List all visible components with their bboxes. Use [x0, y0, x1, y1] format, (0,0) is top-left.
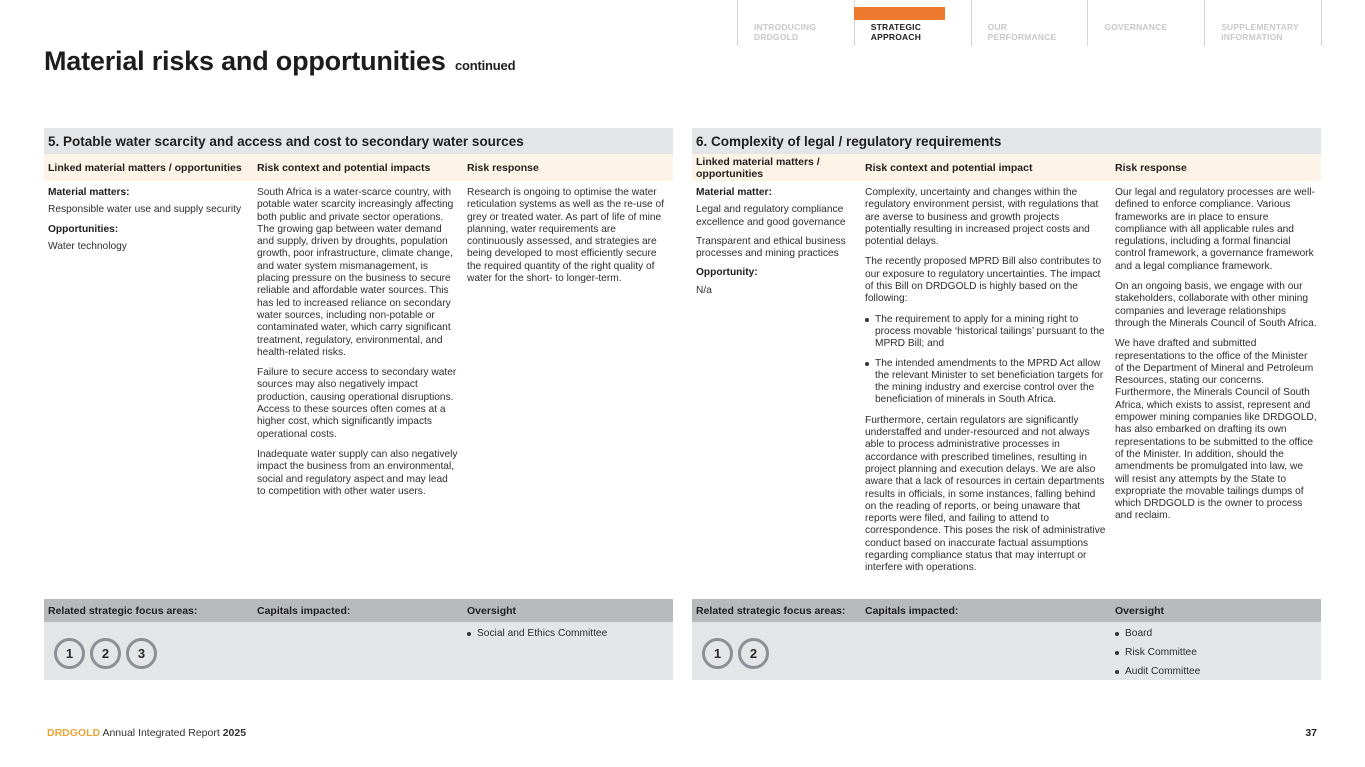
nav-tab-strategic-approach[interactable]	[854, 0, 971, 46]
risk-response-cell	[463, 187, 673, 599]
risk-panel-5	[44, 128, 673, 681]
risk-context-cell	[861, 187, 1111, 599]
nav-tab-governance[interactable]	[1087, 0, 1204, 46]
col-header-linked-matters: Linked material matters / opportunities	[48, 161, 242, 174]
page-title-suffix: continued	[455, 58, 516, 73]
risk-5-footer-headers	[44, 599, 673, 622]
nav-tab-label: OUR PERFORMANCE	[987, 22, 1057, 42]
material-matters-label: Material matters:	[48, 187, 130, 198]
context-paragraph: Failure to secure access to secondary water sources may also negatively impact production, causing operational disruptions. Access to these sources often comes at a higher cost, which significantly impacts operational costs.	[257, 367, 457, 440]
focus-areas-header: Related strategic focus areas:	[696, 604, 846, 617]
col-header-linked-matters: Linked material matters / opportunities	[696, 155, 820, 180]
focus-area-badge: 2	[90, 638, 121, 669]
risk-6-column-headers	[692, 154, 1321, 181]
context-bullet-list	[865, 314, 1107, 407]
nav-tab-label: STRATEGIC APPROACH	[870, 22, 922, 42]
nav-tab-label: GOVERNANCE	[1104, 22, 1168, 32]
capitals-cell	[861, 622, 1111, 680]
context-paragraph: Inadequate water supply can also negatively impact the business from an environmental, social and regulatory aspect and may lead to competition with other water users.	[257, 448, 458, 497]
material-matter-label: Material matter:	[696, 187, 772, 198]
risk-response-cell	[1111, 187, 1321, 599]
report-footer	[47, 727, 246, 739]
response-paragraph: Research is ongoing to optimise the water reticulation systems as well as the re-use of grey or treated water. As part of life of mine planning, water requirements are continuously assessed, and strategies are being developed to most efficiently secure the required quantity of the right quality of water for the short- to longer-term.	[467, 187, 665, 285]
page-title	[44, 46, 515, 77]
opportunities-label: Opportunities:	[48, 223, 119, 235]
page-title-text: Material risks and opportunities	[44, 46, 446, 76]
opportunity-item: Water technology	[48, 240, 127, 252]
response-paragraph: On an ongoing basis, we engage with our stakeholders, collaborate with other mining companies and leverage relationships through the Minerals Council of South Africa.	[1115, 281, 1317, 329]
context-paragraph: Complexity, uncertainty and changes within the regulatory environment persist, with regulations that are averse to business and growth projects potentially resulting in increased project costs and potential delays.	[865, 187, 1099, 248]
nav-tab-our-performance[interactable]	[971, 0, 1088, 46]
focus-area-badge: 1	[702, 638, 733, 669]
oversight-header: Oversight	[467, 604, 517, 617]
focus-area-badge: 3	[126, 638, 157, 669]
capitals-header: Capitals impacted:	[865, 604, 959, 617]
report-name: Annual Integrated Report	[102, 727, 220, 739]
nav-tab-label: SUPPLEMENTARY INFORMATION	[1221, 22, 1299, 42]
context-bullet: The intended amendments to the MPRD Act allow the relevant Minister to set beneficiation targets for the mining industry and exercise control over the beneficiation of minerals in South Africa.	[865, 358, 1107, 407]
context-bullet: The requirement to apply for a mining right to process movable ‘historical tailings’ pursuant to the MPRD Bill; and	[865, 314, 1107, 351]
risk-6-footer-headers	[692, 599, 1321, 622]
risk-5-footer-values	[44, 622, 673, 680]
opportunity-item: N/a	[696, 284, 712, 296]
oversight-cell	[1111, 622, 1321, 680]
focus-area-badge: 1	[54, 638, 85, 669]
focus-areas-header: Related strategic focus areas:	[48, 604, 198, 617]
risk-5-body	[44, 181, 673, 599]
focus-areas-cell	[44, 622, 253, 680]
nav-tab-label: INTRODUCING DRDGOLD	[754, 22, 817, 42]
report-year: 2025	[222, 727, 247, 739]
linked-matters-cell	[44, 187, 253, 599]
col-header-risk-response: Risk response	[1115, 161, 1187, 174]
col-header-risk-context: Risk context and potential impacts	[257, 161, 431, 174]
material-matter-item: Responsible water use and supply security	[48, 204, 242, 216]
risk-context-cell	[253, 187, 463, 599]
material-matter-item: Transparent and ethical business processes and mining practices	[696, 235, 846, 260]
nav-tab-supplementary[interactable]	[1204, 0, 1322, 46]
context-paragraph: South Africa is a water-scarce country, with potable water scarcity increasingly affecting both public and private sector operations. The growing gap between water demand and supply, driven by droughts, population growth, poor infrastructure, climate change, and water system mismanagement, is placing pressure on the business to secure reliable and affordable water sources. This has led to increased reliance on secondary water sources, including non-potable or contaminated water, which carry significant treatment, regulatory, environmental, and health-related risks.	[257, 187, 454, 358]
material-matter-item: Legal and regulatory compliance excellence and good governance	[696, 204, 846, 228]
opportunity-label: Opportunity:	[696, 267, 758, 279]
capitals-header: Capitals impacted:	[257, 604, 351, 617]
capitals-cell	[253, 622, 463, 680]
response-paragraph: We have drafted and submitted representations to the office of the Minister of the Department of Mineral and Petroleum Resources, stating our concerns. Furthermore, the Minerals Council of South Africa, which exists to assist, represent and empower mining companies like DRDGOLD, has also embarked on drafting its own representations to be submitted to the office of the Minister. In addition, should the amendments be promulgated into law, we will resist any attempts by the State to expropriate the movable tailings dumps of which DRDGOLD is the owner to process and reclaim.	[1115, 338, 1317, 522]
oversight-item: Audit Committee	[1115, 666, 1321, 677]
col-header-risk-context: Risk context and potential impact	[865, 161, 1033, 174]
risk-5-title: 5. Potable water scarcity and access and cost to secondary water sources	[44, 128, 673, 154]
section-nav	[737, 0, 1322, 46]
risk-6-body	[692, 181, 1321, 599]
oversight-item: Board	[1115, 628, 1321, 639]
brand-name: DRDGOLD	[47, 727, 101, 739]
focus-area-badge: 2	[738, 638, 769, 669]
oversight-cell	[463, 622, 673, 680]
risk-5-column-headers	[44, 154, 673, 181]
context-paragraph: Furthermore, certain regulators are significantly understaffed and under-resourced and not always able to process administrative processes in accordance with prescribed timelines, resulting in project planning and execution delays. We are also aware that a lack of resources in certain departments results in officials, in some instances, falling behind on the reading of reports, or being unaware that reports were filed, and failing to attend to correspondence. This poses the risk of administrative conduct based on inaccurate factual assumptions regarding compliance status that may interrupt or interfere with operations.	[865, 414, 1106, 574]
nav-tab-introducing[interactable]	[737, 0, 854, 46]
risk-panel-6	[692, 128, 1321, 681]
page-number: 37	[1305, 727, 1317, 739]
oversight-item: Social and Ethics Committee	[467, 628, 673, 639]
oversight-item: Risk Committee	[1115, 647, 1321, 658]
response-paragraph: Our legal and regulatory processes are well-defined to enforce compliance. Various frameworks are in place to ensure compliance with all applicable rules and regulations, including a formal financial control framework, a governance framework and a legal compliance framework.	[1115, 187, 1315, 272]
oversight-header: Oversight	[1115, 604, 1165, 617]
risk-6-footer-values	[692, 622, 1321, 680]
focus-areas-cell	[692, 622, 861, 680]
col-header-risk-response: Risk response	[467, 161, 539, 174]
context-paragraph: The recently proposed MPRD Bill also contributes to our exposure to regulatory uncertainties. The impact of this Bill on DRDGOLD is highly based on the following:	[865, 256, 1102, 305]
risk-6-title: 6. Complexity of legal / regulatory requirements	[692, 128, 1321, 154]
linked-matters-cell	[692, 187, 861, 599]
